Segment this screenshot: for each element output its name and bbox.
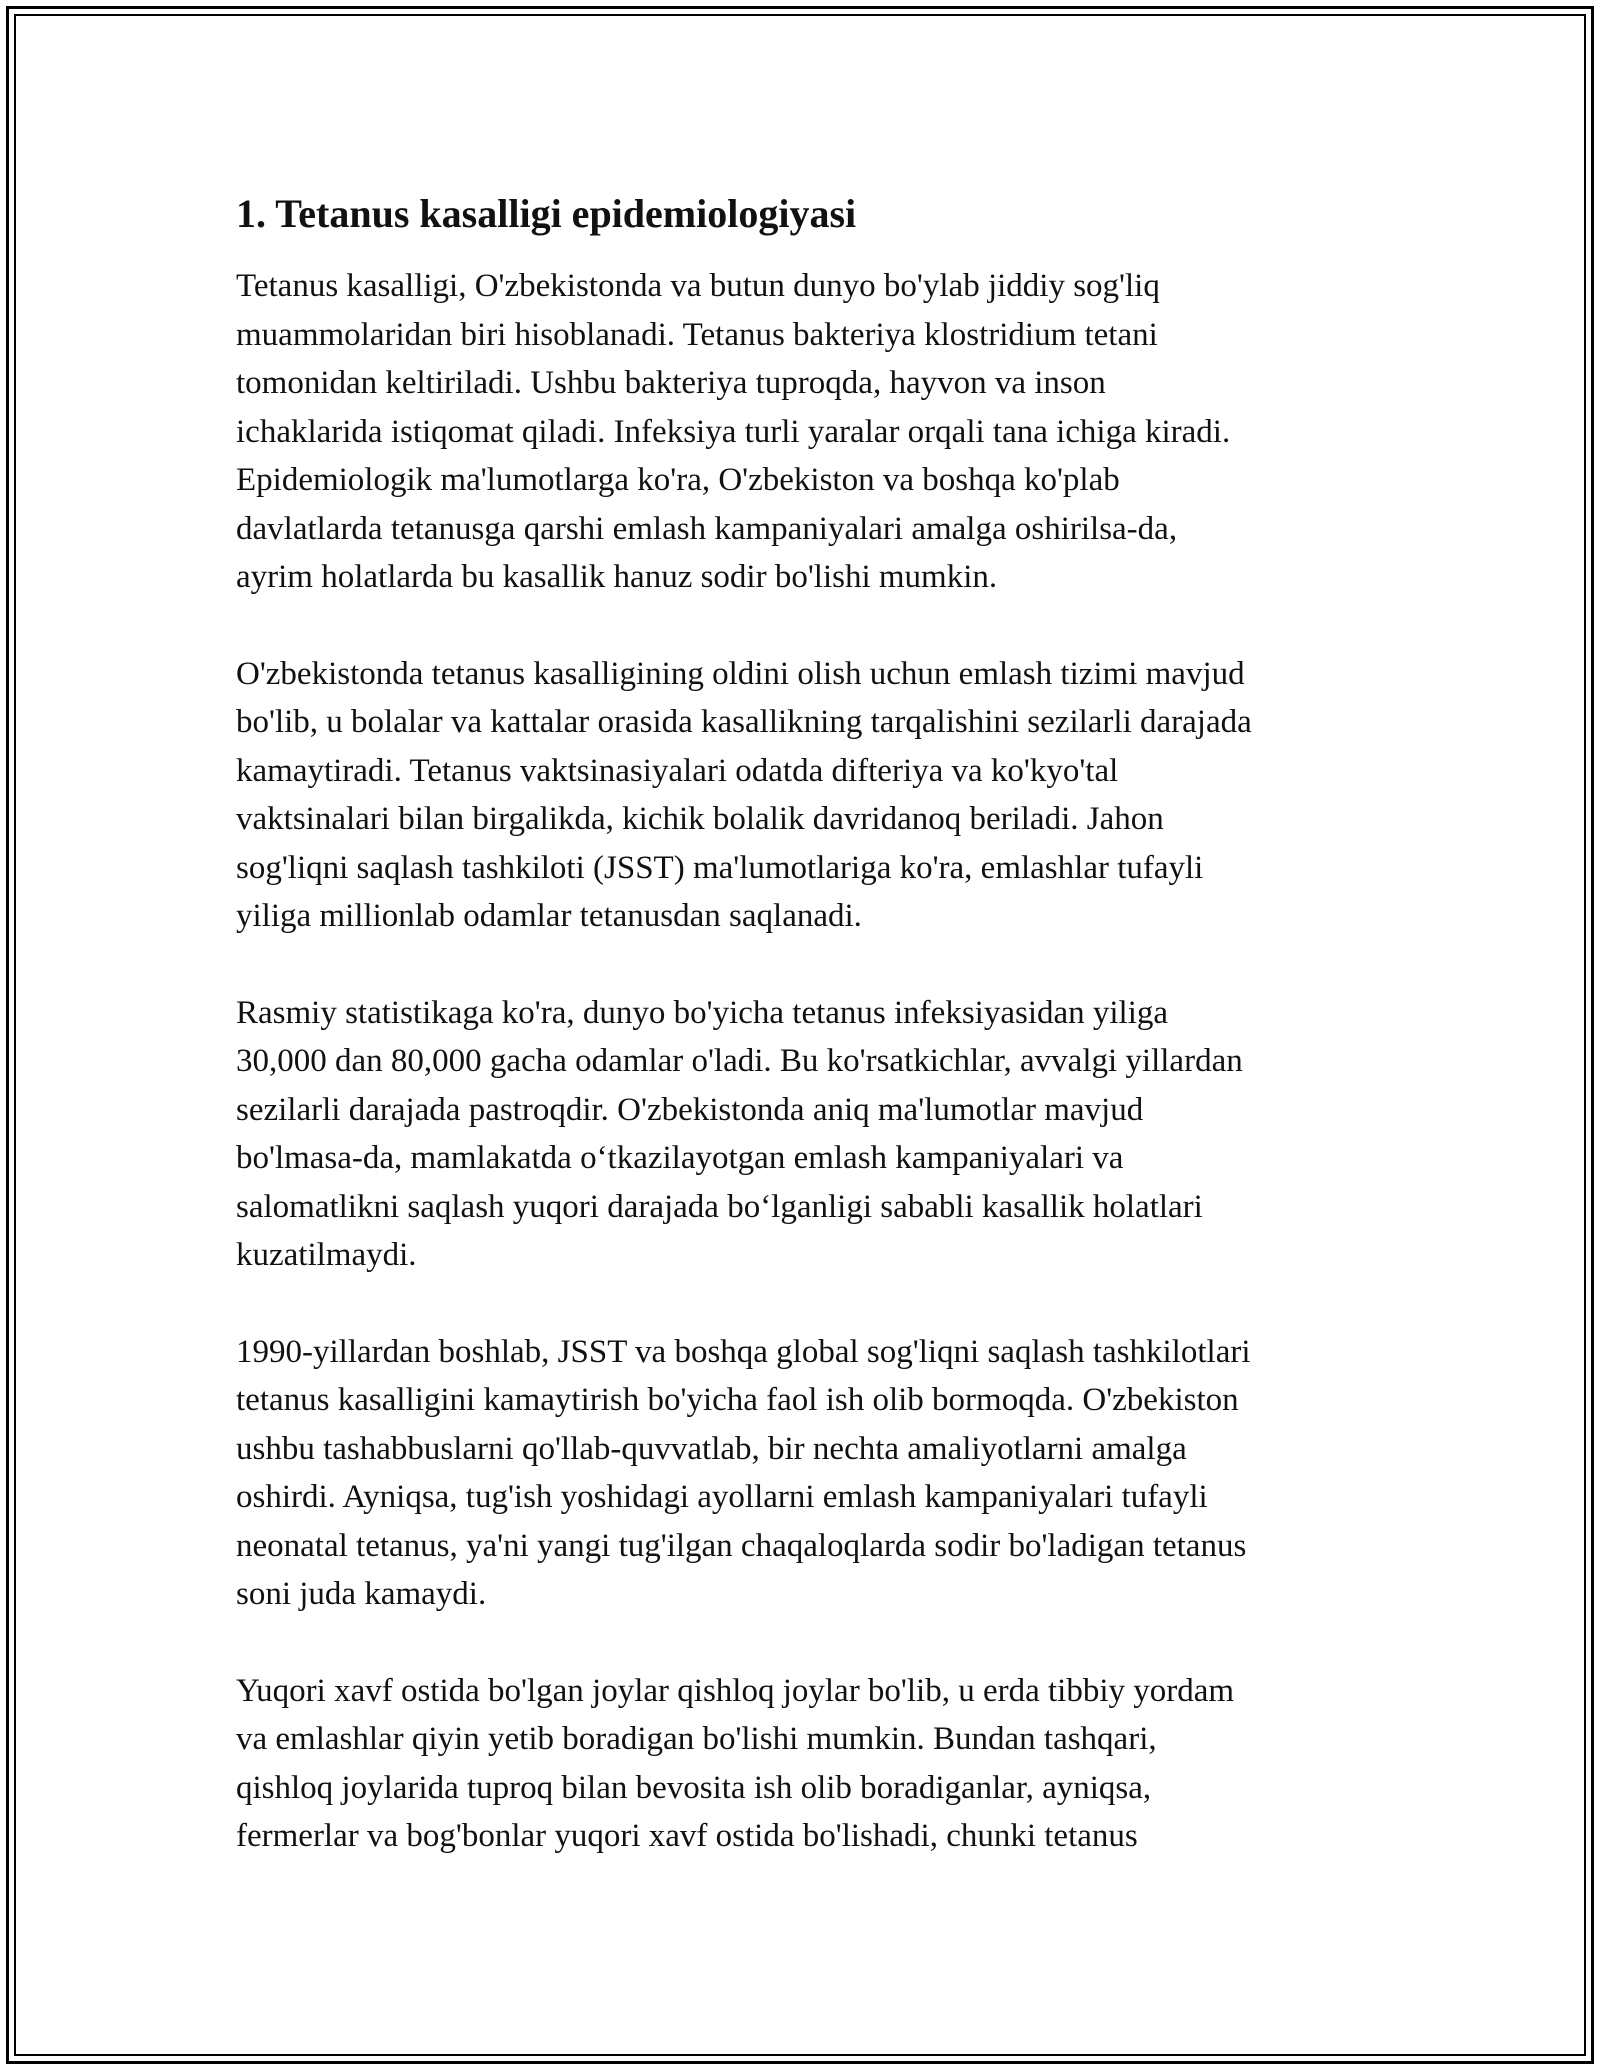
paragraph-4: 1990-yillardan boshlab, JSST va boshqa global sog'liqni saqlash tashkilotlari tetanus kasalligini kamaytirish bo'yicha faol ish olib bormoqda. O'zbekiston ushbu tashabbuslarni qo'llab-quvvatlab, bir nechta amaliyotlarni amalga oshirdi. Ayniqsa, tug'ish yoshidagi ayollarni emlash kampaniyalari tufayli neonatal tetanus, ya'ni yangi tug'ilgan chaqaloqlarda sodir bo'ladigan tetanus soni juda kamaydi.	[236, 1333, 1251, 1612]
paragraph-3: Rasmiy statistikaga ko'ra, dunyo bo'yicha tetanus infeksiyasidan yiliga 30,000 dan 80,000 gacha odamlar o'ladi. Bu ko'rsatkichlar, avvalgi yillardan sezilarli darajada pastroqdir. O'zbekistonda aniq ma'lumotlar mavjud bo'lmasa-da, mamlakatda o‘tkazilayotgan emlash kampaniyalari va salomatlikni saqlash yuqori darajada bo‘lganligi sababli kasallik holatlari kuzatilmaydi.	[236, 994, 1243, 1273]
document-body	[236, 186, 1376, 1909]
paragraph-2: O'zbekistonda tetanus kasalligining oldini olish uchun emlash tizimi mavjud bo'lib, u bolalar va kattalar orasida kasallikning tarqalishini sezilarli darajada kamaytiradi. Tetanus vaktsinasiyalari odatda difteriya va ko'kyo'tal vaktsinalari bilan birgalikda, kichik bolalik davridanoq beriladi. Jahon sog'liqni saqlash tashkiloti (JSST) ma'lumotlariga ko'ra, emlashlar tufayli yiliga millionlab odamlar tetanusdan saqlanadi.	[236, 655, 1252, 934]
section-title: 1. Tetanus kasalligi epidemiologiyasi	[236, 191, 857, 236]
paragraph-1: Tetanus kasalligi, O'zbekistonda va butun dunyo bo'ylab jiddiy sog'liq muammolaridan biri hisoblanadi. Tetanus bakteriya klostridium tetani tomonidan keltiriladi. Ushbu bakteriya tuproqda, hayvon va inson ichaklarida istiqomat qiladi. Infeksiya turli yaralar orqali tana ichiga kiradi. Epidemiologik ma'lumotlarga ko'ra, O'zbekiston va boshqa ko'plab davlatlarda tetanusga qarshi emlash kampaniyalari amalga oshirilsa-da, ayrim holatlarda bu kasallik hanuz sodir bo'lishi mumkin.	[236, 268, 1231, 595]
paragraph-5: Yuqori xavf ostida bo'lgan joylar qishloq joylar bo'lib, u erda tibbiy yordam va emlashlar qiyin yetib boradigan bo'lishi mumkin. Bundan tashqari, qishloq joylarida tuproq bilan bevosita ish olib boradiganlar, ayniqsa, fermerlar va bog'bonlar yuqori xavf ostida bo'lishadi, chunki tetanus	[236, 1672, 1235, 1854]
